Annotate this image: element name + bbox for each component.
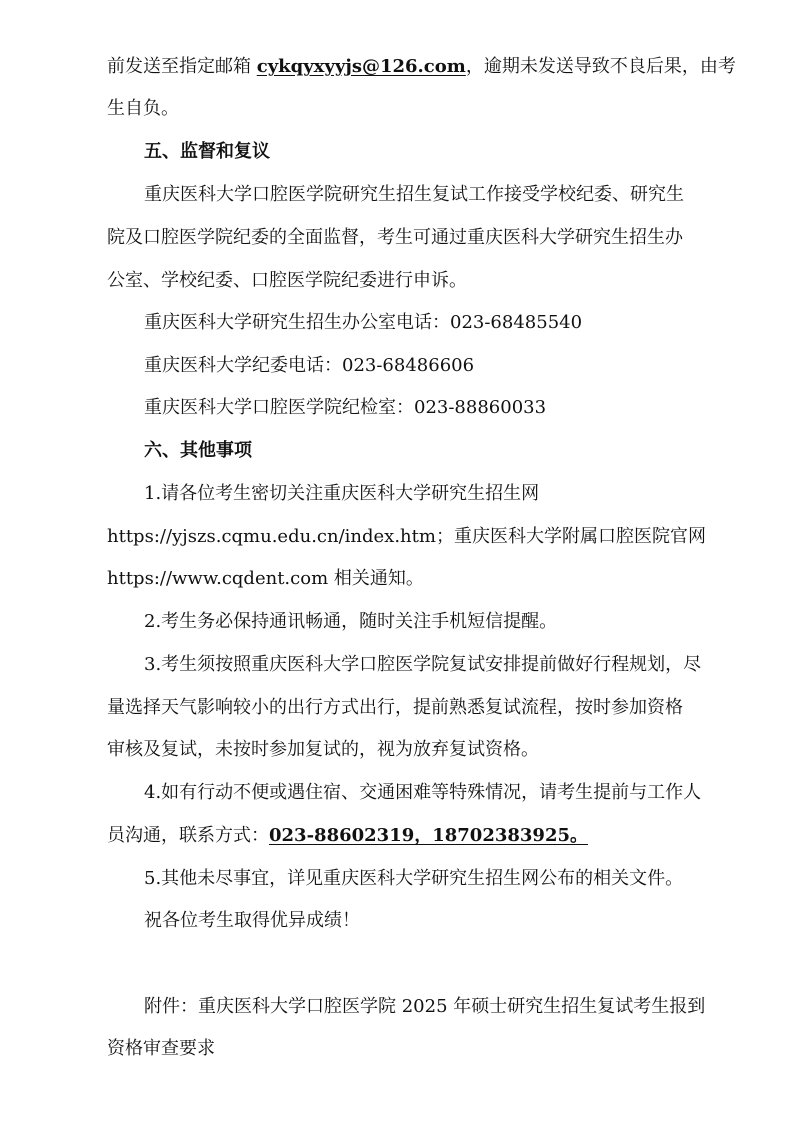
- paragraph-line: 公室、学校纪委、口腔医学院纪委进行申诉。: [107, 270, 467, 291]
- list-item-line: 5.其他未尽事宜，详见重庆医科大学研究生招生网公布的相关文件。: [144, 868, 684, 889]
- phone-line-discipline: 重庆医科大学纪委电话：023-68486606: [144, 355, 475, 376]
- list-item-line: 2.考生务必保持通讯畅通，随时关注手机短信提醒。: [144, 611, 558, 632]
- list-item-line: 1.请各位考生密切关注重庆医科大学研究生招生网: [144, 483, 540, 504]
- list-item-line: 审核及复试，未按时参加复试的，视为放弃复试资格。: [107, 739, 539, 760]
- paragraph-text: 前发送至指定邮箱: [107, 56, 257, 77]
- list-item-line: 4.如有行动不便或遇住宿、交通困难等特殊情况，请考生提前与工作人: [144, 782, 702, 803]
- list-item-text: 员沟通，联系方式：: [107, 825, 269, 846]
- paragraph-text: ，逾期未发送导致不良后果，由考: [465, 56, 736, 77]
- section-heading-supervision: 五、监督和复议: [144, 141, 270, 162]
- section-heading-other: 六、其他事项: [144, 440, 252, 461]
- attachment-line: 资格审查要求: [107, 1038, 215, 1059]
- list-item-line: https://www.cqdent.com 相关通知。: [107, 568, 424, 589]
- attachment-line: 附件：重庆医科大学口腔医学院 2025 年硕士研究生招生复试考生报到: [144, 996, 706, 1017]
- list-item-line: 3.考生须按照重庆医科大学口腔医学院复试安排提前做好行程规划，尽: [144, 654, 702, 675]
- list-item-line: [107, 824, 588, 848]
- paragraph-line: 生自负。: [107, 98, 179, 119]
- phone-line-admissions: 重庆医科大学研究生招生办公室电话：023-68485540: [144, 312, 583, 333]
- list-item-line: https://yjszs.cqmu.edu.cn/index.htm；重庆医科大学附属口腔医院官网: [107, 526, 706, 547]
- closing-line: 祝各位考生取得优异成绩！: [144, 910, 360, 931]
- list-item-line: 量选择天气影响较小的出行方式出行，提前熟悉复试流程，按时参加资格: [107, 697, 683, 718]
- paragraph-line: [107, 55, 736, 79]
- contact-phone-numbers: 023-88602319，18702383925。: [269, 825, 589, 846]
- paragraph-line: 重庆医科大学口腔医学院研究生招生复试工作接受学校纪委、研究生: [144, 184, 684, 205]
- paragraph-line: 院及口腔医学院纪委的全面监督，考生可通过重庆医科大学研究生招生办: [107, 227, 683, 248]
- email-link[interactable]: cykqyxyyjs@126.com: [256, 56, 466, 77]
- phone-line-dental-inspection: 重庆医科大学口腔医学院纪检室：023-88860033: [144, 397, 547, 418]
